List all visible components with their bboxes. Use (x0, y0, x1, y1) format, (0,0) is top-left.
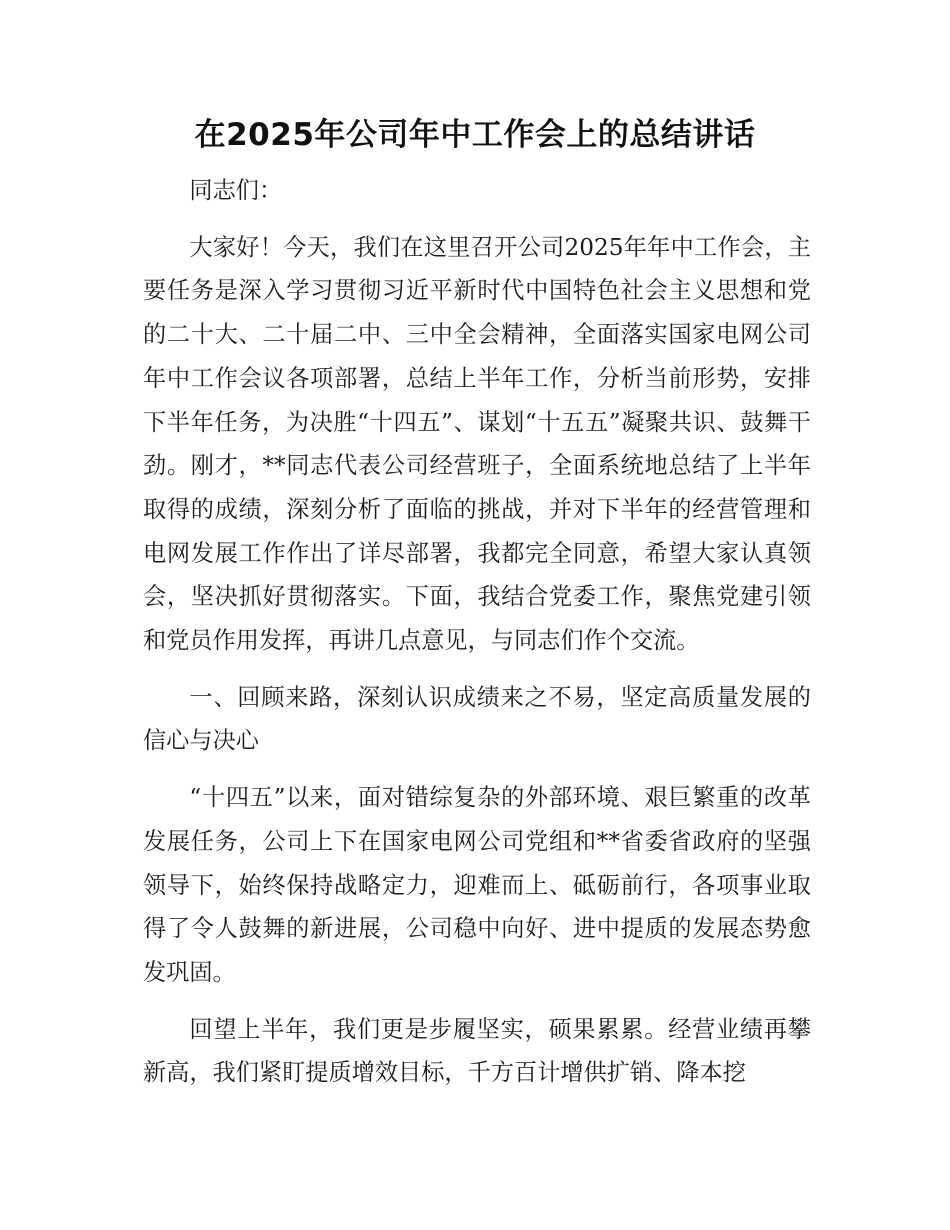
paragraph-review: “十四五”以来，面对错综复杂的外部环境、艰巨繁重的改革发展任务，公司上下在国家电网公司党组和**省委省政府的坚强领导下，始终保持战略定力，迎难而上、砥砺前行，各项事业取得了令人鼓舞的新进展，公司稳中向好、进中提质的发展态势愈发巩固。 (143, 784, 811, 986)
section-heading-1: 一、回顾来路，深刻认识成绩来之不易，坚定高质量发展的信心与决心 (143, 683, 811, 755)
salutation: 同志们： (189, 177, 283, 204)
document-body (143, 169, 811, 1095)
document-title: 在2025年公司年中工作会上的总结讲话 (194, 117, 756, 153)
paragraph-first-half: 回望上半年，我们更是步履坚实，硕果累累。经营业绩再攀新高，我们紧盯提质增效目标，千方百计增供扩销、降本挖 (143, 1015, 811, 1087)
paragraph-opening: 大家好！今天，我们在这里召开公司2025年年中工作会，主要任务是深入学习贯彻习近平新时代中国特色社会主义思想和党的二十大、二十届二中、三中全会精神，全面落实国家电网公司年中工作会议各项部署，总结上半年工作，分析当前形势，安排下半年任务，为决胜“十四五”、谋划“十五五”凝聚共识、鼓舞干劲。刚才，**同志代表公司经营班子，全面系统地总结了上半年取得的成绩，深刻分析了面临的挑战，并对下半年的经营管理和电网发展工作作出了详尽部署，我都完全同意，希望大家认真领会，坚决抓好贯彻落实。下面，我结合党委工作，聚焦党建引领和党员作用发挥，再讲几点意见，与同志们作个交流。 (143, 233, 811, 655)
